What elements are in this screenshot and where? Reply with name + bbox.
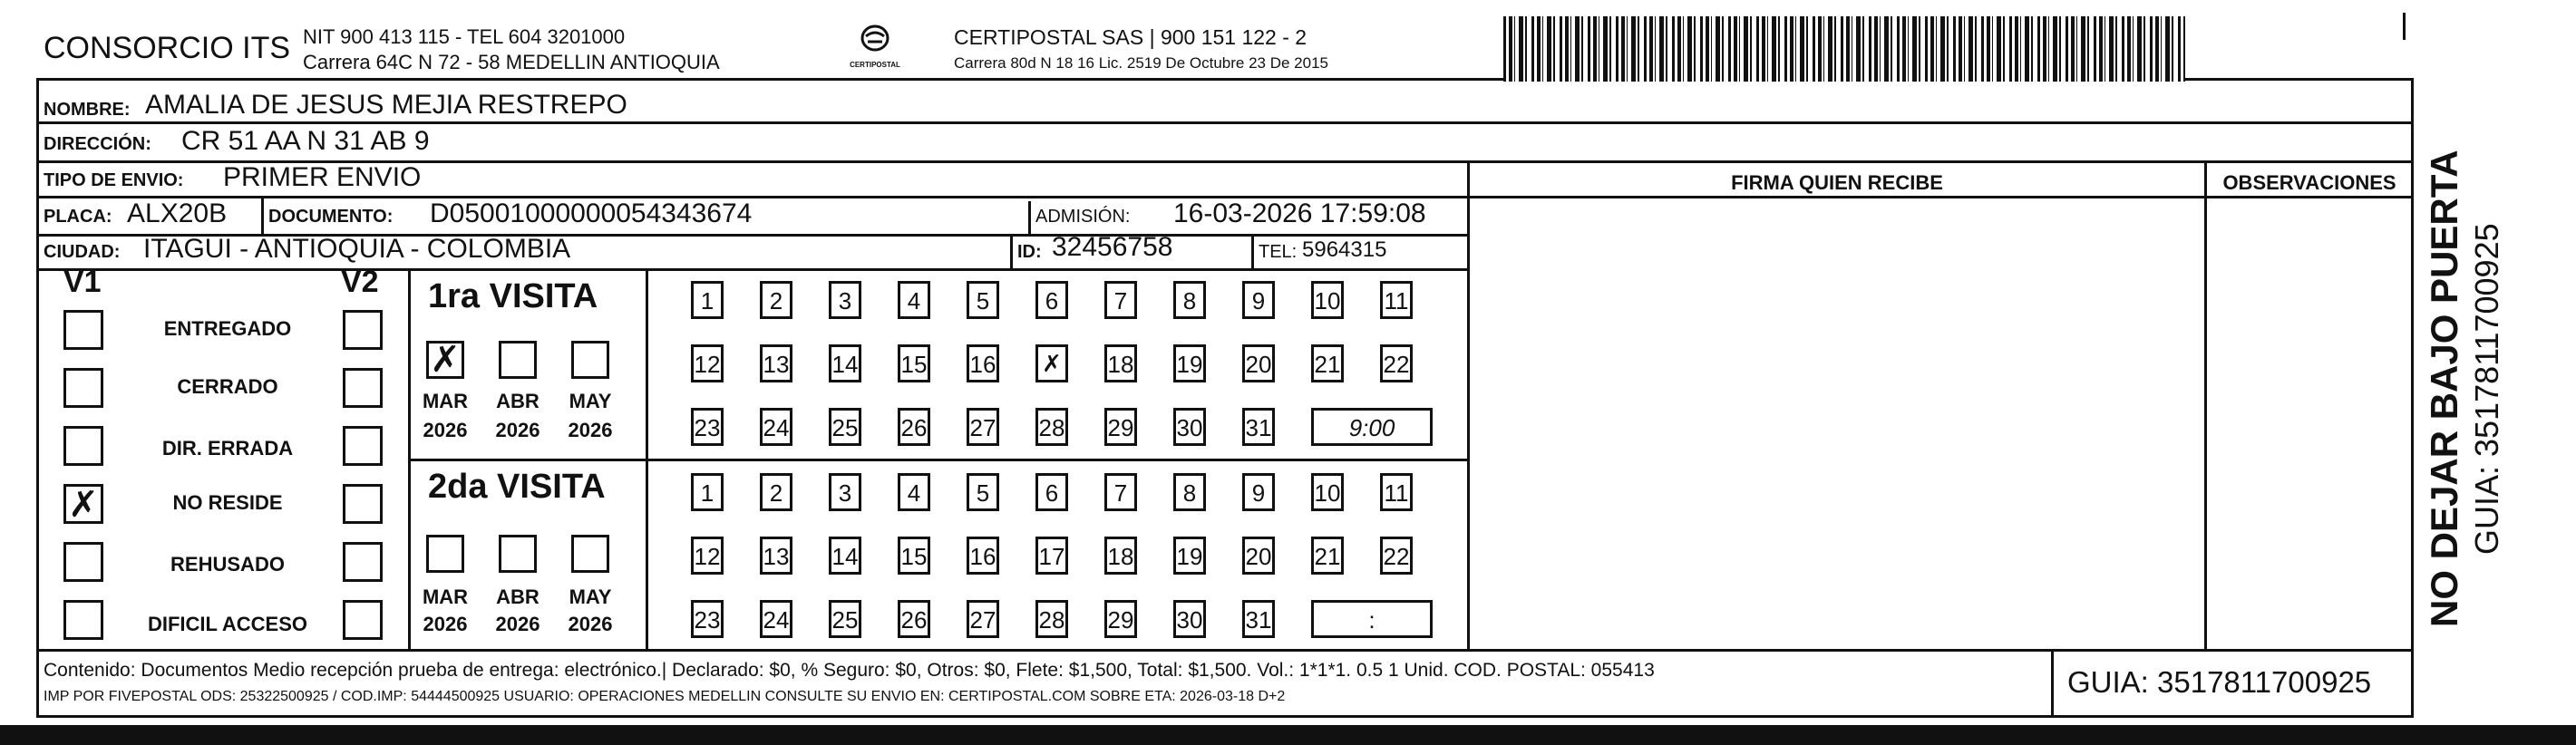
ciudad-value: ITAGUI - ANTIOQUIA - COLOMBIA [143, 234, 571, 264]
id-label: ID: [1017, 242, 1042, 262]
day-box[interactable]: 19 [1173, 344, 1206, 382]
check-mark-icon: ✗ [68, 484, 99, 526]
tipo-envio-value: PRIMER ENVIO [223, 162, 422, 192]
v1-header: V1 [63, 265, 102, 299]
check-mark-icon: ✗ [430, 339, 461, 381]
v1-no-reside-checkbox[interactable] [63, 484, 103, 524]
day-box[interactable]: 1 [691, 473, 724, 511]
v1-dificil-acceso-checkbox[interactable] [63, 600, 103, 640]
day-box[interactable]: 30 [1173, 600, 1206, 638]
row-divider [36, 649, 2414, 652]
time-box[interactable]: : [1311, 600, 1433, 638]
footer-divider [2051, 649, 2054, 718]
footer-print-info: IMP POR FIVEPOSTAL ODS: 25322500925 / COD.IMP: 54444500925 USUARIO: OPERACIONES MEDELLIN CONSULTE SU ENVIO EN: CERTIPOSTAL.COM SOBRE ETA: 2026-03-18 D+2 [44, 689, 1286, 704]
visit-divider [408, 459, 1469, 461]
day-box[interactable]: 3 [829, 473, 861, 511]
day-box[interactable]: 9 [1242, 473, 1275, 511]
day-box[interactable]: 19 [1173, 537, 1206, 575]
day-box[interactable]: 23 [691, 600, 724, 638]
status-label: DIR. ERRADA [161, 437, 294, 460]
nombre-value: AMALIA DE JESUS MEJIA RESTREPO [145, 90, 627, 120]
day-box[interactable]: 11 [1380, 473, 1413, 511]
day-box[interactable]: 13 [760, 344, 792, 382]
day-box[interactable]: 6 [1035, 281, 1068, 319]
time-box[interactable]: 9:00 [1311, 408, 1433, 446]
visit-title: 1ra VISITA [428, 277, 598, 315]
v2-entregado-checkbox[interactable] [343, 310, 383, 350]
admision-label: ADMISIÓN: [1035, 207, 1131, 227]
placa-label: PLACA: [44, 207, 112, 227]
day-box[interactable]: 20 [1242, 344, 1275, 382]
day-box[interactable]: 15 [898, 537, 930, 575]
month-checkbox-mar[interactable] [426, 341, 464, 379]
row-divider [36, 121, 2414, 124]
status-label: DIFICIL ACCESO [147, 613, 307, 635]
day-box[interactable]: 4 [898, 281, 930, 319]
day-box[interactable]: 26 [898, 600, 930, 638]
day-box[interactable]: 14 [829, 344, 861, 382]
bottom-edge [0, 725, 2576, 745]
day-box[interactable]: 16 [967, 537, 999, 575]
month-label: MAY [569, 390, 612, 412]
day-box[interactable]: 7 [1104, 281, 1137, 319]
day-box[interactable]: 31 [1242, 408, 1275, 446]
tel-label: TEL: [1259, 242, 1298, 262]
day-box[interactable]: 8 [1173, 281, 1206, 319]
day-box[interactable]: 24 [760, 408, 792, 446]
day-box[interactable]: 15 [898, 344, 930, 382]
year-label: 2026 [568, 419, 613, 441]
status-label: REHUSADO [170, 553, 285, 576]
direccion-label: DIRECCIÓN: [44, 134, 151, 154]
day-box[interactable]: 7 [1104, 473, 1137, 511]
day-box[interactable]: 31 [1242, 600, 1275, 638]
day-box[interactable]: 21 [1311, 537, 1344, 575]
day-box[interactable]: 5 [967, 473, 999, 511]
firma-area[interactable] [1470, 196, 2204, 649]
day-box[interactable]: 11 [1380, 281, 1413, 319]
v1-entregado-checkbox[interactable] [63, 310, 103, 350]
day-box[interactable]: 24 [760, 600, 792, 638]
v2-header: V2 [341, 265, 379, 299]
day-box[interactable]: 22 [1380, 537, 1413, 575]
company-line1: NIT 900 413 115 - TEL 604 3201000 [303, 25, 626, 48]
side-guia: GUIA: 3517811700925 [2468, 223, 2505, 555]
day-box[interactable]: 23 [691, 408, 724, 446]
month-label: MAR [422, 390, 469, 412]
year-label: 2026 [495, 419, 540, 441]
day-box[interactable]: 13 [760, 537, 792, 575]
cell-divider [261, 196, 264, 234]
month-checkbox-may[interactable] [571, 535, 609, 573]
status-label: CERRADO [177, 375, 278, 398]
day-box[interactable]: 6 [1035, 473, 1068, 511]
day-box[interactable]: 21 [1311, 344, 1344, 382]
day-box[interactable]: 27 [967, 600, 999, 638]
day-box[interactable]: 1 [691, 281, 724, 319]
documento-value: D05001000000054343674 [430, 198, 753, 228]
side-warning: NO DEJAR BAJO PUERTA [2423, 150, 2465, 627]
day-box[interactable]: 29 [1104, 600, 1137, 638]
day-box[interactable]: 30 [1173, 408, 1206, 446]
row-divider [36, 268, 1469, 271]
day-box[interactable]: 17 [1035, 537, 1068, 575]
observaciones-header: OBSERVACIONES [2222, 171, 2396, 194]
status-label: ENTREGADO [163, 317, 292, 340]
tipo-envio-label: TIPO DE ENVIO: [44, 170, 184, 190]
day-box[interactable]: 22 [1380, 344, 1413, 382]
day-box[interactable]: 5 [967, 281, 999, 319]
logo-text: CERTIPOSTAL [850, 61, 900, 69]
barcode [1503, 16, 2185, 82]
day-box[interactable]: 16 [967, 344, 999, 382]
day-box[interactable]: 10 [1311, 281, 1344, 319]
certipostal-logo-icon [843, 24, 907, 73]
day-box[interactable]: 18 [1104, 344, 1137, 382]
month-checkbox-abr[interactable] [499, 341, 537, 379]
v2-dir-errada-checkbox[interactable] [343, 426, 383, 466]
year-label: 2026 [568, 613, 613, 635]
edge-mark [2403, 13, 2406, 40]
month-checkbox-abr[interactable] [499, 535, 537, 573]
v2-dificil-acceso-checkbox[interactable] [343, 600, 383, 640]
day-box[interactable]: 8 [1173, 473, 1206, 511]
day-box[interactable]: 14 [829, 537, 861, 575]
day-box[interactable]: 3 [829, 281, 861, 319]
firma-header: FIRMA QUIEN RECIBE [1731, 171, 1943, 194]
cell-divider [1251, 234, 1254, 268]
v2-rehusado-checkbox[interactable] [343, 542, 383, 582]
month-checkbox-may[interactable] [571, 341, 609, 379]
company-name: CONSORCIO ITS [44, 31, 291, 65]
day-box-checked[interactable]: ✗ [1035, 344, 1068, 382]
year-label: 2026 [423, 419, 468, 441]
nombre-label: NOMBRE: [44, 100, 131, 120]
documento-label: DOCUMENTO: [268, 207, 394, 227]
v1-rehusado-checkbox[interactable] [63, 542, 103, 582]
id-value: 32456758 [1052, 232, 1173, 262]
day-box[interactable]: 25 [829, 408, 861, 446]
ciudad-label: CIUDAD: [44, 242, 121, 262]
month-label: MAY [569, 585, 612, 608]
v1-cerrado-checkbox[interactable] [63, 368, 103, 408]
day-box[interactable]: 20 [1242, 537, 1275, 575]
day-box[interactable]: 27 [967, 408, 999, 446]
day-box[interactable]: 18 [1104, 537, 1137, 575]
day-box[interactable]: 28 [1035, 600, 1068, 638]
observaciones-area[interactable] [2207, 196, 2412, 649]
year-label: 2026 [423, 613, 468, 635]
admision-value: 16-03-2026 17:59:08 [1173, 198, 1426, 228]
day-box[interactable]: 4 [898, 473, 930, 511]
day-box[interactable]: 12 [691, 537, 724, 575]
year-label: 2026 [495, 613, 540, 635]
day-box[interactable]: 12 [691, 344, 724, 382]
v2-cerrado-checkbox[interactable] [343, 368, 383, 408]
carrier-line2: Carrera 80d N 18 16 Lic. 2519 De Octubre 23 De 2015 [954, 54, 1328, 72]
carrier-line1: CERTIPOSTAL SAS | 900 151 122 - 2 [954, 25, 1307, 49]
month-checkbox-mar[interactable] [426, 535, 464, 573]
month-label: ABR [496, 585, 540, 608]
cell-divider [1028, 201, 1031, 234]
cell-divider [1010, 234, 1013, 268]
footer-guia: GUIA: 3517811700925 [2067, 665, 2372, 699]
visit-title: 2da VISITA [428, 468, 606, 506]
placa-value: ALX20B [127, 198, 228, 228]
day-box[interactable]: 2 [760, 473, 792, 511]
day-box[interactable]: 9 [1242, 281, 1275, 319]
day-box[interactable]: 2 [760, 281, 792, 319]
month-label: MAR [422, 585, 469, 608]
status-label: NO RESIDE [172, 491, 283, 514]
day-box[interactable]: 10 [1311, 473, 1344, 511]
day-box[interactable]: 28 [1035, 408, 1068, 446]
day-box[interactable]: 25 [829, 600, 861, 638]
month-label: ABR [496, 390, 540, 412]
v2-no-reside-checkbox[interactable] [343, 484, 383, 524]
day-box[interactable]: 29 [1104, 408, 1137, 446]
footer-content: Contenido: Documentos Medio recepción prueba de entrega: electrónico.| Declarado: $0, % Seguro: $0, Otros: $0, Flete: $1,500, Total: $1,500. Vol.: 1*1*1. 0.5 1 Unid. COD. POSTAL: 055413 [44, 660, 1655, 681]
direccion-value: CR 51 AA N 31 AB 9 [181, 126, 430, 156]
tel-value: 5964315 [1302, 237, 1387, 262]
company-line2: Carrera 64C N 72 - 58 MEDELLIN ANTIOQUIA [303, 51, 720, 73]
day-box[interactable]: 26 [898, 408, 930, 446]
v1-dir-errada-checkbox[interactable] [63, 426, 103, 466]
